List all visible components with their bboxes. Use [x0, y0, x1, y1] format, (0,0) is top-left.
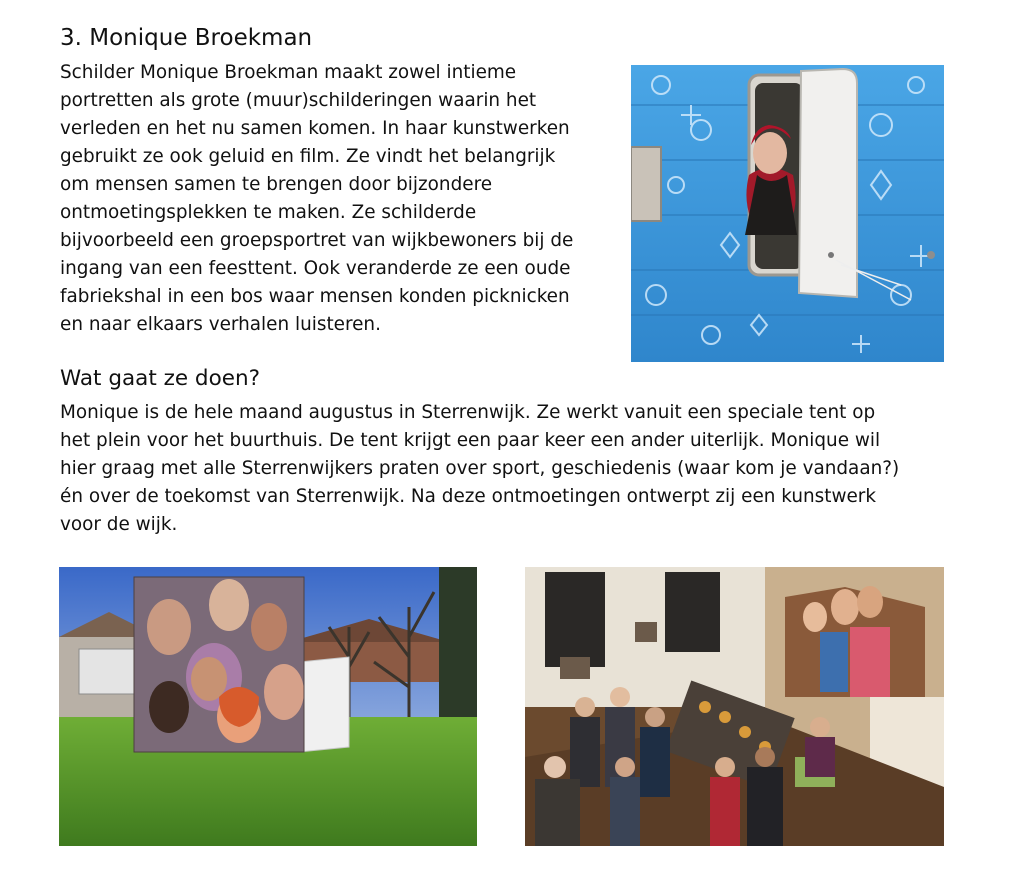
- intro-line: bijvoorbeeld een groepsportret van wijkbewoners bij de: [60, 230, 574, 251]
- painted-tent-photo: [59, 567, 477, 846]
- plan-line: hier graag met alle Sterrenwijkers praten over sport, geschiedenis (waar kom je vandaan?): [60, 458, 900, 479]
- plan-line: Monique is de hele maand augustus in Sterrenwijk. Ze werkt vanuit een speciale tent op: [60, 402, 876, 423]
- intro-line: Schilder Monique Broekman maakt zowel intieme: [60, 62, 517, 83]
- plan-line: het plein voor het buurthuis. De tent krijgt een paar keer een ander uiterlijk. Monique wil: [60, 430, 881, 451]
- plan-paragraph: [60, 399, 899, 539]
- intro-line: verleden en het nu samen komen. In haar kunstwerken: [60, 118, 570, 139]
- intro-line: en naar elkaars verhalen luisteren.: [60, 314, 381, 335]
- community-gathering-photo: [525, 567, 944, 846]
- intro-paragraph: [60, 59, 573, 339]
- artist-in-caravan-photo: [631, 65, 944, 362]
- intro-line: fabriekshal in een bos waar mensen konden picknicken: [60, 286, 570, 307]
- intro-line: ontmoetingsplekken te maken. Ze schilderde: [60, 202, 477, 223]
- plan-title: Wat gaat ze doen?: [60, 366, 260, 391]
- intro-line: ingang van een feesttent. Ook veranderde ze een oude: [60, 258, 571, 279]
- intro-line: om mensen samen te brengen door bijzondere: [60, 174, 493, 195]
- plan-line: voor de wijk.: [60, 514, 178, 535]
- section-title: 3. Monique Broekman: [60, 25, 313, 51]
- plan-line: én over de toekomst van Sterrenwijk. Na deze ontmoetingen ontwerpt zij een kunstwerk: [60, 486, 877, 507]
- intro-line: gebruikt ze ook geluid en film. Ze vindt het belangrijk: [60, 146, 556, 167]
- intro-line: portretten als grote (muur)schilderingen waarin het: [60, 90, 537, 111]
